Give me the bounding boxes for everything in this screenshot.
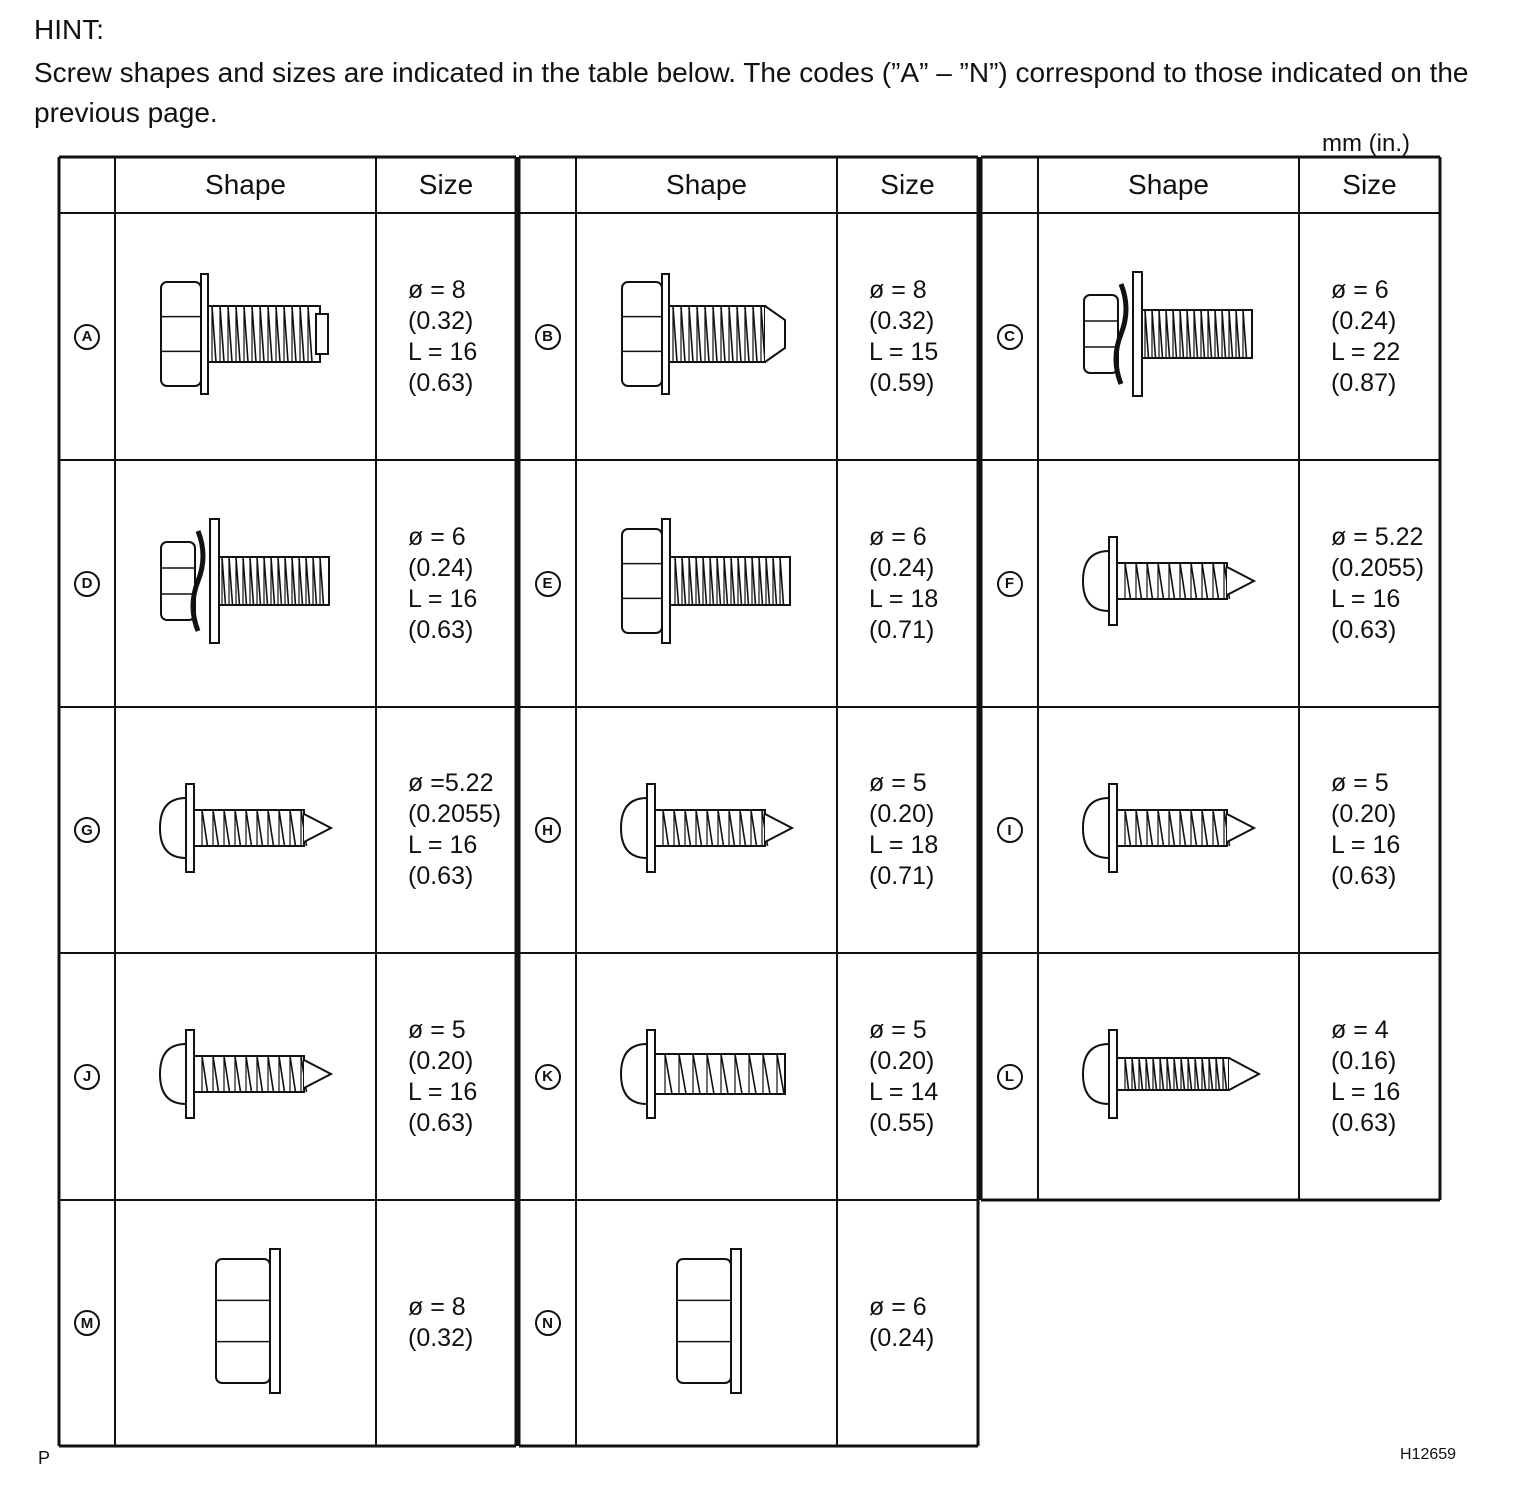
hex-bolt-spring-washer-icon — [156, 521, 336, 646]
size-line: L = 14 — [869, 1077, 939, 1106]
size-line: L = 16 — [408, 337, 478, 366]
flange-nut-icon — [617, 1261, 797, 1386]
size-line: L = 18 — [869, 584, 939, 613]
screw-code-label: A — [74, 324, 100, 350]
size-line: (0.55) — [869, 1108, 935, 1137]
size-line: L = 16 — [408, 584, 478, 613]
flange-hex-bolt-tapered-icon — [617, 274, 797, 399]
screw-shape-cell — [576, 460, 837, 707]
screw-code-label: E — [535, 571, 561, 597]
size-line: (0.32) — [408, 306, 474, 335]
screw-size-cell — [837, 213, 978, 460]
screw-size-cell — [837, 1200, 978, 1446]
shape-header: Shape — [666, 169, 747, 200]
tapping-screw-icon — [156, 768, 336, 893]
size-line: (0.63) — [1331, 615, 1397, 644]
size-line: L = 18 — [869, 831, 939, 859]
screw-shape-cell — [115, 953, 376, 1200]
size-line: ø = 5 — [408, 1015, 466, 1044]
hex-bolt-washer-icon — [617, 521, 797, 646]
size-line: ø = 8 — [408, 275, 466, 304]
screw-code-label: B — [535, 324, 561, 350]
tapping-screw-icon — [1079, 768, 1259, 893]
tapping-screw-icon — [156, 1014, 336, 1139]
figure-code: H12659 — [1400, 1446, 1457, 1463]
size-line: ø = 6 — [408, 522, 466, 551]
size-line: (0.63) — [1331, 862, 1397, 890]
size-line: (0.24) — [869, 553, 935, 582]
page-mark: P — [38, 1448, 51, 1468]
size-line: ø = 5.22 — [1331, 522, 1424, 551]
screw-code-label: M — [74, 1310, 100, 1336]
size-line: L = 16 — [1331, 584, 1401, 613]
size-line: (0.2055) — [1331, 553, 1425, 582]
screw-shape-cell — [576, 953, 837, 1200]
size-line: L = 16 — [408, 831, 478, 859]
size-spec — [869, 1292, 934, 1354]
size-line: (0.63) — [408, 1108, 474, 1137]
shape-header: Shape — [205, 169, 286, 200]
screw-code-cell — [519, 1200, 576, 1446]
screw-size-cell — [376, 213, 516, 460]
size-line: L = 15 — [869, 337, 939, 366]
screw-size-cell — [837, 707, 978, 953]
size-line: ø = 6 — [869, 1293, 927, 1321]
size-line: ø = 8 — [869, 275, 927, 304]
size-spec — [869, 1015, 938, 1139]
screw-shape-cell — [1038, 460, 1299, 707]
screw-code-label: N — [535, 1310, 561, 1336]
size-spec — [408, 275, 477, 399]
size-spec — [1331, 768, 1400, 892]
size-header: Size — [1342, 169, 1397, 200]
screw-shape-cell — [115, 1200, 376, 1446]
fine-tapping-screw-icon — [1079, 1014, 1259, 1139]
screw-code-label: K — [535, 1064, 561, 1090]
size-line: (0.24) — [869, 1324, 935, 1352]
size-line: (0.24) — [408, 553, 474, 582]
size-line: (0.71) — [869, 862, 935, 890]
size-spec — [869, 768, 938, 892]
size-header: Size — [880, 169, 935, 200]
screw-shape-cell — [1038, 953, 1299, 1200]
screw-code-cell — [59, 213, 115, 460]
size-spec — [1331, 275, 1400, 399]
screw-size-cell — [376, 1200, 516, 1446]
screw-code-label: F — [997, 571, 1023, 597]
size-spec — [408, 1015, 477, 1139]
screw-code-cell — [59, 460, 115, 707]
size-line: (0.63) — [408, 368, 474, 397]
size-line: L = 22 — [1331, 337, 1401, 366]
screw-code-label: G — [74, 817, 100, 843]
tapping-screw-icon — [617, 768, 797, 893]
size-spec — [408, 1292, 473, 1354]
size-line: (0.20) — [869, 1046, 935, 1075]
screw-size-cell — [376, 460, 516, 707]
screw-shape-cell — [576, 707, 837, 953]
size-line: (0.24) — [1331, 306, 1397, 335]
screw-shape-cell — [115, 707, 376, 953]
size-line: L = 16 — [1331, 831, 1401, 859]
screw-code-cell — [981, 707, 1038, 953]
screw-size-cell — [1299, 460, 1440, 707]
screw-code-cell — [59, 953, 115, 1200]
size-line: (0.32) — [869, 306, 935, 335]
hint-text: Screw shapes and sizes are indicated in the table below. The codes (”A” – ”N”) correspond to those indicated on the previous page. — [34, 57, 1469, 128]
screw-code-label: I — [997, 817, 1023, 843]
screw-shape-cell — [576, 213, 837, 460]
size-line: (0.2055) — [408, 800, 502, 828]
size-line: (0.63) — [408, 615, 474, 644]
size-spec — [1331, 522, 1424, 646]
size-line: (0.16) — [1331, 1046, 1397, 1075]
screw-size-cell — [376, 707, 516, 953]
tapping-screw-icon — [1079, 521, 1259, 646]
screw-code-cell — [59, 707, 115, 953]
screw-size-cell — [1299, 707, 1440, 953]
flange-hex-bolt-icon — [156, 274, 336, 399]
hint-title: HINT: — [34, 14, 104, 45]
size-line: (0.63) — [1331, 1108, 1397, 1137]
size-line: (0.59) — [869, 368, 935, 397]
screw-code-cell — [59, 1200, 115, 1446]
screw-code-cell — [519, 953, 576, 1200]
hex-bolt-spring-washer-icon — [1079, 274, 1259, 399]
size-line: L = 16 — [408, 1077, 478, 1106]
blunt-tapping-screw-icon — [617, 1014, 797, 1139]
screw-size-cell — [1299, 213, 1440, 460]
size-spec — [869, 522, 938, 646]
size-line: (0.63) — [408, 862, 474, 890]
size-line: (0.20) — [408, 1046, 474, 1075]
size-line: ø = 5 — [1331, 769, 1389, 797]
screw-size-cell — [837, 953, 978, 1200]
size-line: ø = 5 — [869, 1015, 927, 1044]
screw-shape-cell — [576, 1200, 837, 1446]
screw-shape-cell — [115, 460, 376, 707]
size-line: ø = 8 — [408, 1293, 466, 1321]
screw-code-label: L — [997, 1064, 1023, 1090]
screw-code-label: C — [997, 324, 1023, 350]
screw-shape-cell — [1038, 707, 1299, 953]
screw-code-cell — [981, 213, 1038, 460]
flange-nut-icon — [156, 1261, 336, 1386]
screw-code-label: D — [74, 571, 100, 597]
size-line: ø = 6 — [869, 522, 927, 551]
size-line: ø = 5 — [869, 769, 927, 797]
size-line: (0.71) — [869, 615, 935, 644]
size-line: ø = 6 — [1331, 275, 1389, 304]
size-spec — [408, 768, 501, 892]
screw-code-label: J — [74, 1064, 100, 1090]
size-line: ø = 4 — [1331, 1015, 1389, 1044]
screw-code-cell — [519, 213, 576, 460]
shape-header: Shape — [1128, 169, 1209, 200]
screw-shape-cell — [115, 213, 376, 460]
size-spec — [869, 275, 938, 399]
screw-shape-cell — [1038, 213, 1299, 460]
size-line: (0.32) — [408, 1324, 474, 1352]
screw-code-label: H — [535, 817, 561, 843]
unit-label: mm (in.) — [1322, 130, 1410, 157]
size-line: (0.20) — [869, 800, 935, 828]
size-header: Size — [418, 169, 474, 200]
screw-size-cell — [376, 953, 516, 1200]
size-spec — [408, 522, 477, 646]
screw-code-cell — [981, 460, 1038, 707]
size-line: (0.87) — [1331, 368, 1397, 397]
size-line: L = 16 — [1331, 1077, 1401, 1106]
screw-size-cell — [1299, 953, 1440, 1200]
screw-code-cell — [981, 953, 1038, 1200]
size-line: ø =5.22 — [408, 769, 494, 797]
size-line: (0.20) — [1331, 800, 1397, 828]
screw-code-cell — [519, 707, 576, 953]
size-spec — [1331, 1015, 1400, 1139]
screw-code-cell — [519, 460, 576, 707]
screw-size-cell — [837, 460, 978, 707]
